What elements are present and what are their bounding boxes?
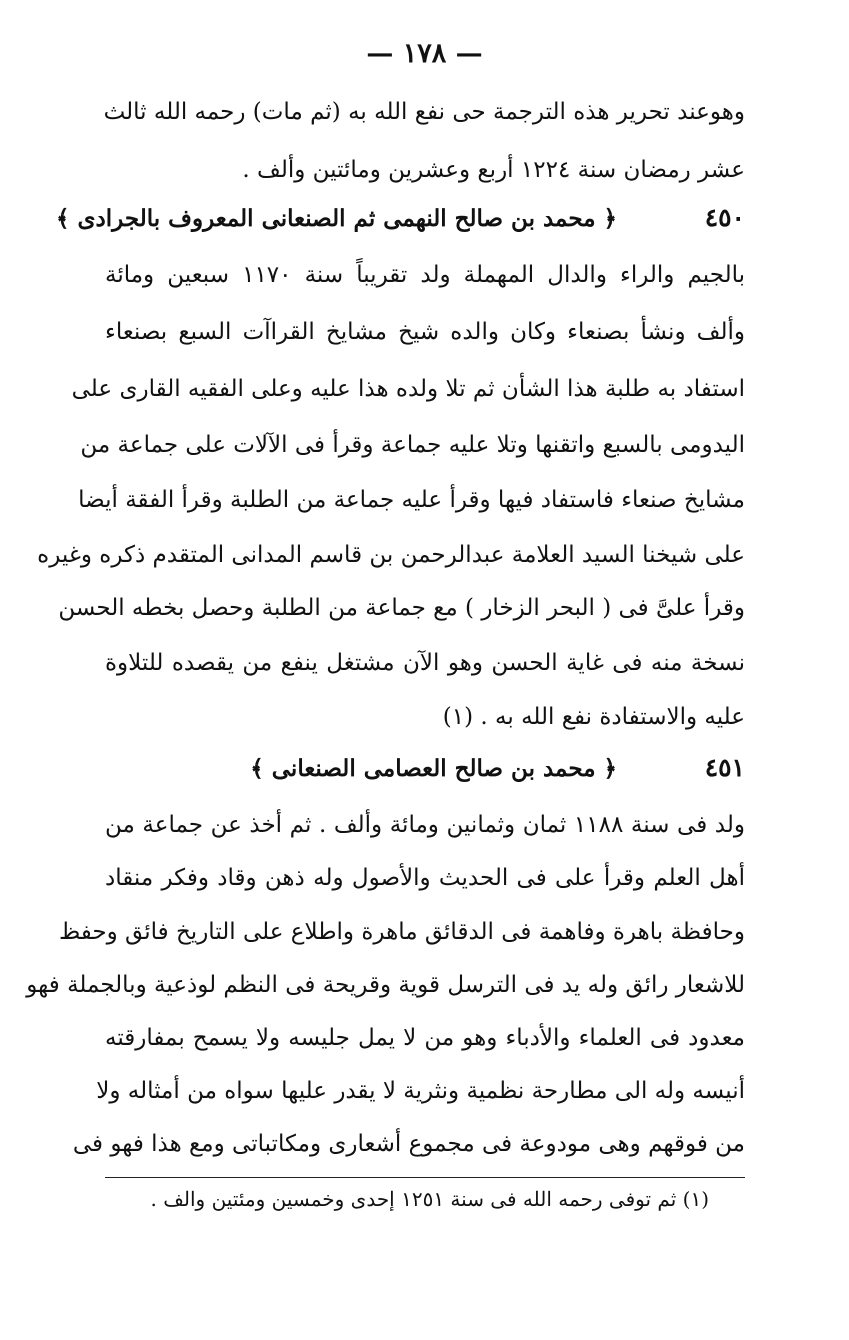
text-line: أهل العلم وقرأ على فى الحديث والأصول وله ذهن وقاد وفكر منقاد — [105, 865, 745, 891]
footnote-divider — [105, 1177, 745, 1178]
entry-title: ﴿ محمد بن صالح العصامى الصنعانى ﴾ — [250, 755, 617, 782]
text-line: وألف ونشأ بصنعاء وكان والده شيخ مشايخ القراآت السبع بصنعاء — [105, 319, 745, 345]
text-line: نسخة منه فى غاية الحسن وهو الآن مشتغل ينفع من يقصده للتلاوة — [105, 650, 745, 676]
entry-number: ٤٥٠ — [704, 203, 745, 232]
text-line: وقرأ علىَّ فى ( البحر الزخار ) مع جماعة من الطلبة وحصل بخطه الحسن — [58, 595, 745, 621]
text-line: وهوعند تحرير هذه الترجمة حى نفع الله به (ثم مات) رحمه الله ثالث — [103, 99, 745, 125]
text-line: أنيسه وله الى مطارحة نظمية ونثرية لا يقدر عليها سواه من أمثاله ولا — [96, 1078, 745, 1104]
text-line: عليه والاستفادة نفع الله به . (١) — [442, 704, 745, 730]
entry-heading-451 — [105, 748, 745, 789]
text-line: من فوقهم وهى مودوعة فى مجموع أشعارى ومكاتباتى ومع هذا فهو فى — [72, 1131, 745, 1157]
text-line: بالجيم والراء والدال المهملة ولد تقريباً سنة ١١٧٠ سبعين ومائة — [105, 262, 745, 288]
page-number: — ١٧٨ — — [366, 38, 483, 69]
text-line: مشايخ صنعاء فاستفاد فيها وقرأ عليه جماعة من الطلبة وقرأ الفقة أيضا — [78, 487, 745, 513]
footnote: (١) ثم توفى رحمه الله فى سنة ١٢٥١ إحدى وخمسين ومئتين والف . — [150, 1187, 709, 1211]
text-line: وحافظة باهرة وفاهمة فى الدقائق ماهرة واطلاع على التاريخ فائق وحفظ — [58, 919, 745, 945]
text-line: استفاد به طلبة هذا الشأن ثم تلا ولده هذا عليه وعلى الفقيه القارى على — [71, 376, 745, 402]
entry-number: ٤٥١ — [704, 753, 745, 782]
text-line: عشر رمضان سنة ١٢٢٤ أربع وعشرين ومائتين وألف . — [242, 157, 745, 183]
text-line: للاشعار رائق وله يد فى الترسل قوية وقريحة فى النظم لوذعية وبالجملة فهو — [26, 972, 745, 998]
text-line: معدود فى العلماء والأدباء وهو من لا يمل جليسه ولا يسمح بمفارقته — [105, 1025, 745, 1051]
text-line: ولد فى سنة ١١٨٨ ثمان وثمانين ومائة وألف . ثم أخذ عن جماعة من — [105, 812, 745, 838]
text-line: على شيخنا السيد العلامة عبدالرحمن بن قاسم المدانى المتقدم ذكره وغيره — [37, 542, 745, 568]
entry-title: ﴿ محمد بن صالح النهمى ثم الصنعانى المعروف بالجرادى ﴾ — [56, 205, 617, 232]
entry-heading-450 — [56, 198, 745, 239]
text-line: اليدومى بالسبع واتقنها وتلا عليه جماعة وقرأ فى الآلات على جماعة من — [80, 432, 745, 458]
